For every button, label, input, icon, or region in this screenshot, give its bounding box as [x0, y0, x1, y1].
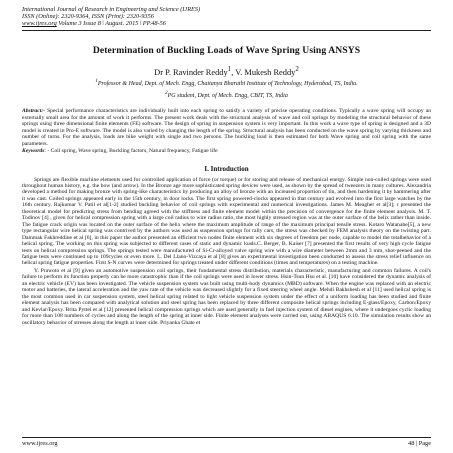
- author-2: , V. Mukesh Reddy: [231, 67, 296, 77]
- paper-title: Determination of Buckling Loads of Wave Spring Using ANSYS: [92, 44, 361, 56]
- affiliation-2-text: PG student, Dept. of Mech. Engg, CBIT, TS, India: [167, 93, 288, 100]
- page-footer: [22, 437, 431, 447]
- abstract: [22, 108, 431, 147]
- affiliation-1-sup: 1: [95, 79, 98, 85]
- affiliation-1: [22, 78, 431, 88]
- journal-name: International Journal of Research in Engineering and Science (IJRES): [22, 6, 201, 13]
- section-body: [22, 177, 431, 326]
- journal-url-link[interactable]: www.ijres.org: [22, 20, 57, 28]
- journal-issn: ISSN (Online): 2320-9364, ISSN (Print): 2320-9356: [22, 13, 154, 21]
- paragraph-2: Y. Prawoto et al [9] given an automotive suspension coil springs, their fundamental stress distribution, materials characteristic, manufacturing and common failures. A coil's failure to perform its function properly can be more catastrophic than if the coil springs were used in lower stress. Hsin-Tsun Hsu et al. [10] have considered the dynamic analysis of an electric vehicle (EV) has been investigated. The vehicle suspension system was built using multi-body dynamics (MBD) software. When the engine was replaced with an electric motor and batteries, the lateral acceleration and the yaw rate of the vehicle was decreased slightly for a fixed steering wheel angle. Mehdi Bakhshesh et al [11] used helical spring is the most common used in car suspension system, steel helical spring related to light vehicle suspension system under the effect of a uniform loading has been studied and finite element analysis has been compared with analytical solution and steel spring has been replaced by three different composite helical springs including E-glass/Epoxy, Carbon/Epoxy and Kevlar/Epoxy. Brita Pyttel et al [12] presented helical compression springs which are used generally in fuel injection system of diesel engines, where it undergoes cyclic loading for more than 108 numbers of cycles and along the length of the spring at inner side. Finite element analyses were carried out, using ABAQUS 6.10. The simulation results show an oscillatory behavior of stresses along the length at inner side. Priyanka Ghate et: [22, 267, 431, 326]
- footer-rule: [22, 437, 431, 438]
- journal-header: [22, 6, 431, 28]
- journal-issue: [22, 20, 431, 27]
- abstract-label: Abstract:-: [22, 108, 45, 115]
- keywords-text: : - Coil spring, Wave spring, Buckling factors, Natural frequency, Fatigue life: [44, 148, 218, 155]
- footer-row: [22, 440, 431, 447]
- header-rule: [22, 30, 431, 31]
- author-2-sup: 2: [295, 64, 299, 73]
- affiliation-2-sup: 2: [165, 91, 168, 97]
- page-number: 48 | Page: [408, 440, 431, 447]
- journal-issue-text: Volume 3 Issue 8 ǀ August. 2015 ǀ PP.48-56: [56, 20, 166, 28]
- author-1-sup: 1: [227, 64, 232, 73]
- footer-url-link[interactable]: www.ijres.org: [22, 440, 58, 447]
- paragraph-1: Springs are flexible machine elements used for controlled application of force (or torque) or for storing and release of mechanical energy. Simple non-coiled springs were used throughout human history, e.g. the bow (and arrow). In the Bronze age more sophisticated spring devices were used, as shown by the spread of tweezers in many cultures. Alexandria developed a method for making bronze with spring-like characteristics by producing an alloy of bronze with an increased proportion of tin, and then hardening it by hammering after it was cast. Coiled springs appeared early in the 15th century, in door locks. The first spring powered-clocks appeared in that century and evolved into the first large watches by the 16th century. Rajkumar V. Patil et al[1-2] studied buckling behavior of coil springs with experimental and numerical investigations. James M. Meagher et al[3]; r presented the theoretical model for predicting stress from bending agreed with the stiffness and finite element model within the precision of convergence for the finite element analysis. M. T. Todinov [4] , given for helical compression spring with a large coil radius to wire radius ratio, the most highly stressed region was at the outer surface of the helix rather than inside. The fatigue crack origin was located on the outer surface of the helix where the maximum amplitude of range of the maximum principal tensile stress. Kotaro Watanabe[5], a new type rectangular wire helical spring was contrived by the authors was used as suspension springs for rally cars, the stress was checked by FEM analysis theory on the twisting part. Dammak Fakhreddine et al [6], in this paper the author presented an efficient two nodes finite element with six degrees of freedom per node, capable to model the totalbehavior of a helical spring. The working on this spring was subjected to different cases of static and dynamic loads.C. Berger, B. Kaiser [7] presented the first results of very high cycle fatigue tests on helical compression springs. The springs tested were manufactured of Si-Cr-alloyed valve spring wire with a wire diameter between 2mm and 3 mm, shot-peened and the fatigue tests were continued up to 109cycles or even more. L. Del Llano-Vizcaya et al [8] gives an experimental investigation been conducted to assess the stress relief influence on helical spring fatigue properties. First S-N curves were determined for springs treated under different conditions (times and temperatures) on a testing machine.: [22, 176, 431, 267]
- keywords: [22, 148, 431, 154]
- author-1: Dr P. Ravinder Reddy: [154, 67, 228, 77]
- paper-authors: [22, 65, 431, 77]
- section-heading: I. Introduction: [204, 164, 249, 173]
- affiliation-2: [22, 90, 431, 100]
- affiliation-1-text: Professor & Head, Dept. of Mech. Engg, Chaitanya Bharathi Institute of Technology, Hyderabad, TS, India.: [97, 81, 358, 88]
- abstract-text: Special performance characteristics are individually built into each spring to satisfy a variety of precise operating conditions. Typically a wave spring will occupy an externally small area for the amount of work it performs. The present work deals with the structural analysis of wave and coil springs by modeling the structural behavior of these springs using three dimensional finite elements (FE) software. The design of spring in suspension system is very important. In this work a wave type of spring is designed and a 3D model is created in Pro-E software. The model is also varied by changing the length of the spring. Structural analysis has been conducted on the wave spring by varying thickness and number of turns. For the analysis, loads are bike weight with single and two persons. The buckling load is then estimated for both Wave spring and coil spring with the same parameters.: [22, 108, 431, 147]
- keywords-label: Keywords: [22, 148, 45, 155]
